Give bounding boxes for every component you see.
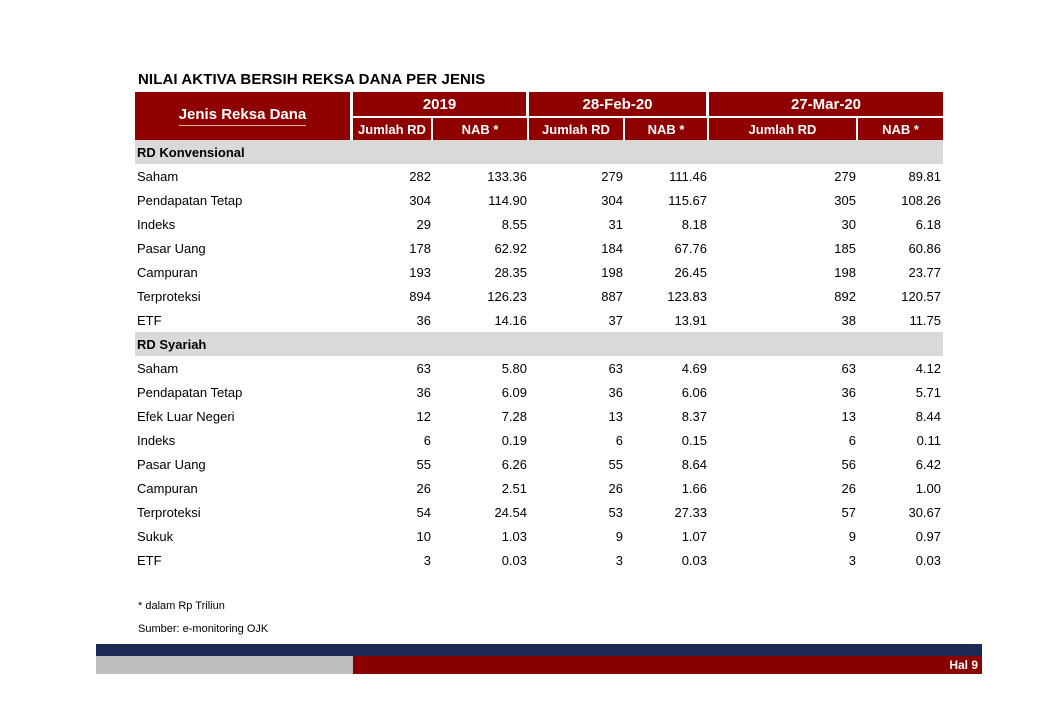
cell-value: 193 xyxy=(409,264,431,280)
cell-value: 13 xyxy=(608,408,623,424)
cell-value: 892 xyxy=(834,288,856,304)
cell-value: 279 xyxy=(834,168,856,184)
cell-value: 126.23 xyxy=(487,288,527,304)
table-row xyxy=(135,404,943,428)
cell-value: 8.55 xyxy=(501,216,527,232)
cell-value: 305 xyxy=(834,192,856,208)
table-row xyxy=(135,428,943,452)
cell-value: 26 xyxy=(841,480,856,496)
cell-value: 198 xyxy=(834,264,856,280)
cell-value: 0.03 xyxy=(681,552,707,568)
source-note: Sumber: e-monitoring OJK xyxy=(138,623,269,635)
cell-value: 31 xyxy=(608,216,623,232)
cell-value: 55 xyxy=(608,456,623,472)
table-row xyxy=(135,284,943,308)
cell-value: 29 xyxy=(416,216,431,232)
cell-value: 56 xyxy=(841,456,856,472)
cell-value: 115.67 xyxy=(668,192,707,208)
row-label: Sukuk xyxy=(137,528,174,544)
table-row xyxy=(135,188,943,212)
row-label: Campuran xyxy=(137,264,198,280)
cell-value: 185 xyxy=(834,240,856,256)
cell-value: 3 xyxy=(423,552,431,568)
row-label: Indeks xyxy=(137,432,176,448)
cell-value: 120.57 xyxy=(901,288,942,304)
cell-value: 13 xyxy=(841,408,856,424)
cell-value: 63 xyxy=(416,360,431,376)
header-nab: NAB * xyxy=(625,116,709,140)
cell-value: 27.33 xyxy=(674,504,707,520)
page-number: Hal 9 xyxy=(949,658,978,672)
table-row xyxy=(135,500,943,524)
cell-value: 279 xyxy=(601,168,623,184)
cell-value: 8.64 xyxy=(681,456,707,472)
row-label: Pasar Uang xyxy=(137,240,206,256)
reksa-dana-table xyxy=(135,92,943,572)
cell-value: 1.07 xyxy=(681,528,707,544)
footer-gray-bar xyxy=(96,656,353,674)
cell-value: 1.00 xyxy=(915,480,942,496)
cell-value: 26.45 xyxy=(674,264,707,280)
cell-value: 10 xyxy=(416,528,431,544)
table-row xyxy=(135,164,943,188)
cell-value: 12 xyxy=(416,408,431,424)
row-label: Efek Luar Negeri xyxy=(137,408,235,424)
cell-value: 62.92 xyxy=(494,240,527,256)
header-jumlah-rd: Jumlah RD xyxy=(709,116,858,140)
cell-value: 30.67 xyxy=(908,504,942,520)
section-row-syariah xyxy=(135,332,943,356)
cell-value: 57 xyxy=(841,504,856,520)
cell-value: 0.19 xyxy=(501,432,527,448)
cell-value: 8.18 xyxy=(681,216,707,232)
table-row xyxy=(135,260,943,284)
cell-value: 5.80 xyxy=(501,360,527,376)
row-label: Indeks xyxy=(137,216,176,232)
cell-value: 198 xyxy=(601,264,623,280)
cell-value: 28.35 xyxy=(494,264,527,280)
header-nab: NAB * xyxy=(433,116,529,140)
cell-value: 111.46 xyxy=(669,168,707,184)
cell-value: 282 xyxy=(409,168,431,184)
cell-value: 123.83 xyxy=(667,288,707,304)
cell-value: 0.15 xyxy=(681,432,707,448)
cell-value: 887 xyxy=(601,288,623,304)
row-label: Campuran xyxy=(137,480,198,496)
cell-value: 9 xyxy=(615,528,623,544)
cell-value: 53 xyxy=(608,504,623,520)
cell-value: 6.42 xyxy=(915,456,942,472)
cell-value: 304 xyxy=(601,192,623,208)
cell-value: 6 xyxy=(423,432,431,448)
row-label: Saham xyxy=(137,360,179,376)
footer-red-bar xyxy=(353,656,982,674)
cell-value: 6.18 xyxy=(915,216,942,232)
header-nab: NAB * xyxy=(858,116,943,140)
cell-value: 63 xyxy=(608,360,623,376)
cell-value: 133.36 xyxy=(487,168,527,184)
cell-value: 7.28 xyxy=(501,408,527,424)
cell-value: 6.06 xyxy=(681,384,707,400)
cell-value: 1.66 xyxy=(681,480,707,496)
cell-value: 6.26 xyxy=(501,456,527,472)
cell-value: 36 xyxy=(416,312,431,328)
cell-value: 26 xyxy=(416,480,431,496)
table-row xyxy=(135,380,943,404)
cell-value: 9 xyxy=(848,528,856,544)
cell-value: 0.11 xyxy=(916,432,942,448)
table-row xyxy=(135,236,943,260)
table-title: NILAI AKTIVA BERSIH REKSA DANA PER JENIS xyxy=(138,71,486,88)
cell-value: 0.03 xyxy=(915,552,942,568)
cell-value: 5.71 xyxy=(915,384,942,400)
footer-navy-bar xyxy=(96,644,982,656)
cell-value: 26 xyxy=(608,480,623,496)
table-row xyxy=(135,452,943,476)
header-period-2019: 2019 xyxy=(353,92,529,116)
cell-value: 13.91 xyxy=(674,312,707,328)
cell-value: 36 xyxy=(416,384,431,400)
table-row xyxy=(135,476,943,500)
cell-value: 6.09 xyxy=(501,384,527,400)
cell-value: 2.51 xyxy=(501,480,527,496)
section-title: RD Syariah xyxy=(135,332,943,356)
cell-value: 0.97 xyxy=(915,528,942,544)
row-label: Pendapatan Tetap xyxy=(137,384,243,400)
table-row xyxy=(135,548,943,572)
row-label: Terproteksi xyxy=(137,504,201,520)
row-label: Pasar Uang xyxy=(137,456,206,472)
section-row-konvensional xyxy=(135,140,943,164)
cell-value: 184 xyxy=(601,240,623,256)
cell-value: 55 xyxy=(416,456,431,472)
cell-value: 3 xyxy=(615,552,623,568)
cell-value: 30 xyxy=(841,216,856,232)
header-jenis-reksa-dana: Jenis Reksa Dana xyxy=(135,92,353,140)
row-label: ETF xyxy=(137,312,162,328)
cell-value: 1.03 xyxy=(501,528,527,544)
row-label: Saham xyxy=(137,168,179,184)
footnote: * dalam Rp Triliun xyxy=(138,600,225,612)
cell-value: 4.69 xyxy=(681,360,707,376)
cell-value: 114.90 xyxy=(488,192,527,208)
cell-value: 38 xyxy=(841,312,856,328)
cell-value: 36 xyxy=(841,384,856,400)
cell-value: 36 xyxy=(608,384,623,400)
cell-value: 6 xyxy=(615,432,623,448)
cell-value: 894 xyxy=(409,288,431,304)
cell-value: 0.03 xyxy=(501,552,527,568)
header-jumlah-rd: Jumlah RD xyxy=(353,116,433,140)
cell-value: 54 xyxy=(416,504,431,520)
cell-value: 11.75 xyxy=(909,312,942,328)
cell-value: 89.81 xyxy=(908,168,942,184)
cell-value: 6 xyxy=(848,432,856,448)
header-period-mar20: 27-Mar-20 xyxy=(709,92,943,116)
cell-value: 178 xyxy=(409,240,431,256)
cell-value: 8.44 xyxy=(915,408,942,424)
cell-value: 24.54 xyxy=(494,504,527,520)
cell-value: 14.16 xyxy=(494,312,527,328)
cell-value: 304 xyxy=(409,192,431,208)
header-period-feb20: 28-Feb-20 xyxy=(529,92,709,116)
cell-value: 60.86 xyxy=(908,240,942,256)
cell-value: 108.26 xyxy=(901,192,942,208)
cell-value: 67.76 xyxy=(674,240,707,256)
table-row xyxy=(135,356,943,380)
cell-value: 8.37 xyxy=(681,408,707,424)
cell-value: 63 xyxy=(841,360,856,376)
table-row xyxy=(135,308,943,332)
table-row xyxy=(135,212,943,236)
cell-value: 37 xyxy=(608,312,623,328)
cell-value: 23.77 xyxy=(908,264,942,280)
row-label: ETF xyxy=(137,552,162,568)
cell-value: 3 xyxy=(848,552,856,568)
cell-value: 4.12 xyxy=(915,360,942,376)
header-jumlah-rd: Jumlah RD xyxy=(529,116,625,140)
table-row xyxy=(135,524,943,548)
row-label: Pendapatan Tetap xyxy=(137,192,243,208)
section-title: RD Konvensional xyxy=(135,140,943,164)
row-label: Terproteksi xyxy=(137,288,201,304)
